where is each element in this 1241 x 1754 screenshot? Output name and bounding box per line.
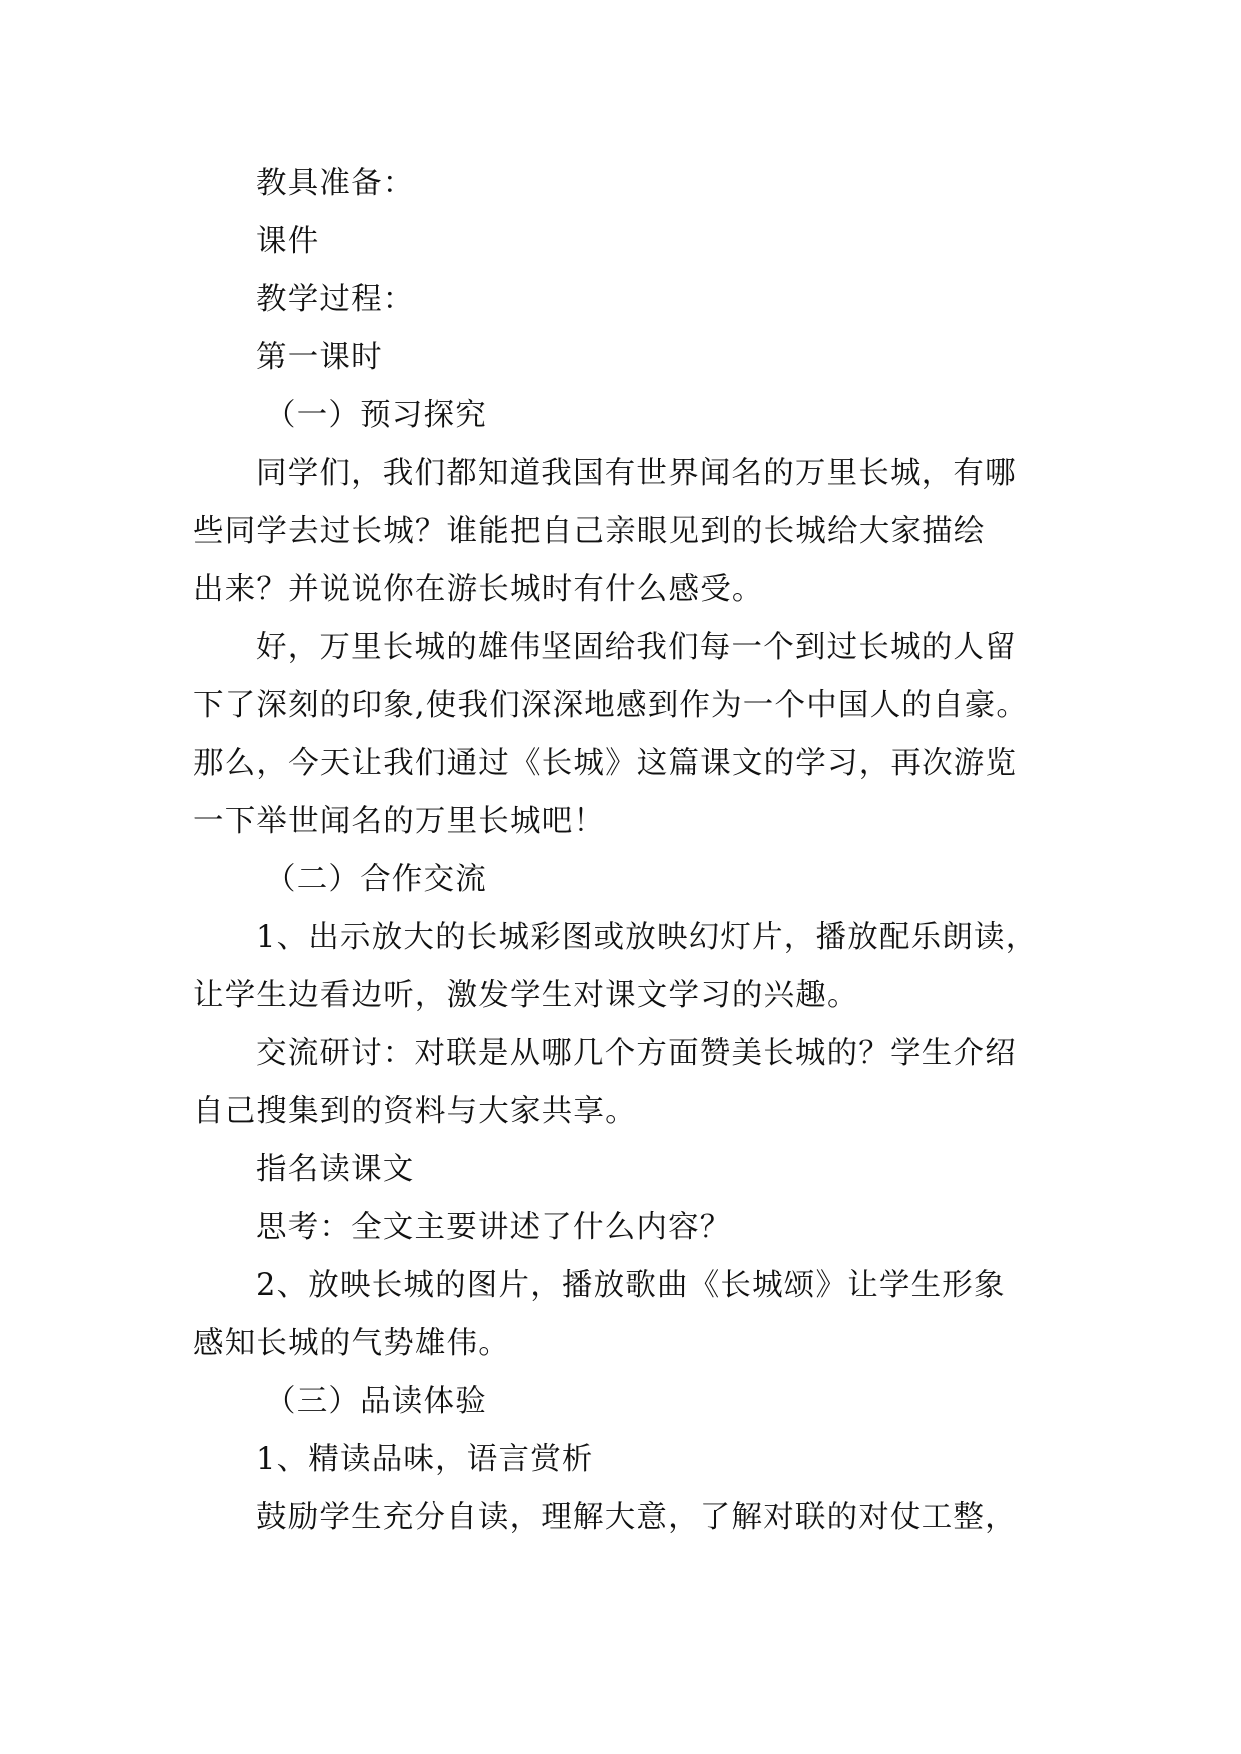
text-line: 让学生边看边听，激发学生对课文学习的兴趣。 xyxy=(193,978,859,1013)
document-body xyxy=(193,155,1053,1547)
text-line: 同学们，我们都知道我国有世界闻名的万里长城，有哪 xyxy=(256,456,1017,491)
text-line: 指名读课文 xyxy=(256,1152,415,1187)
section-heading: （二）合作交流 xyxy=(265,862,487,897)
text-line: 下了深刻的印象,使我们深深地感到作为一个中国人的自豪。 xyxy=(193,688,1029,723)
text-line: 思考：全文主要讲述了什么内容？ xyxy=(256,1210,732,1245)
text-line: 自己搜集到的资料与大家共享。 xyxy=(193,1094,637,1129)
section-heading: （一）预习探究 xyxy=(265,398,487,433)
text-line: 第一课时 xyxy=(256,340,383,375)
text-line: 课件 xyxy=(256,224,320,259)
text-line: 1、精读品味，语言赏析 xyxy=(256,1442,594,1477)
text-line: 教具准备： xyxy=(256,166,415,201)
text-line: 感知长城的气势雄伟。 xyxy=(193,1326,510,1361)
text-line: 交流研讨：对联是从哪几个方面赞美长城的？学生介绍 xyxy=(256,1036,1017,1071)
text-line: 些同学去过长城？谁能把自己亲眼见到的长城给大家描绘 xyxy=(193,514,986,549)
text-line: 鼓励学生充分自读，理解大意，了解对联的对仗工整， xyxy=(256,1500,1017,1535)
text-line: 2、放映长城的图片，播放歌曲《长城颂》让学生形象 xyxy=(256,1268,1006,1303)
section-heading: （三）品读体验 xyxy=(265,1384,487,1419)
text-line: 那么，今天让我们通过《长城》这篇课文的学习，再次游览 xyxy=(193,746,1018,781)
text-line: 好，万里长城的雄伟坚固给我们每一个到过长城的人留 xyxy=(256,630,1017,665)
text-line: 一下举世闻名的万里长城吧！ xyxy=(193,804,606,839)
text-line: 教学过程： xyxy=(256,282,415,317)
text-line: 1、出示放大的长城彩图或放映幻灯片，播放配乐朗读， xyxy=(256,920,1038,955)
text-line: 出来？并说说你在游长城时有什么感受。 xyxy=(193,572,764,607)
